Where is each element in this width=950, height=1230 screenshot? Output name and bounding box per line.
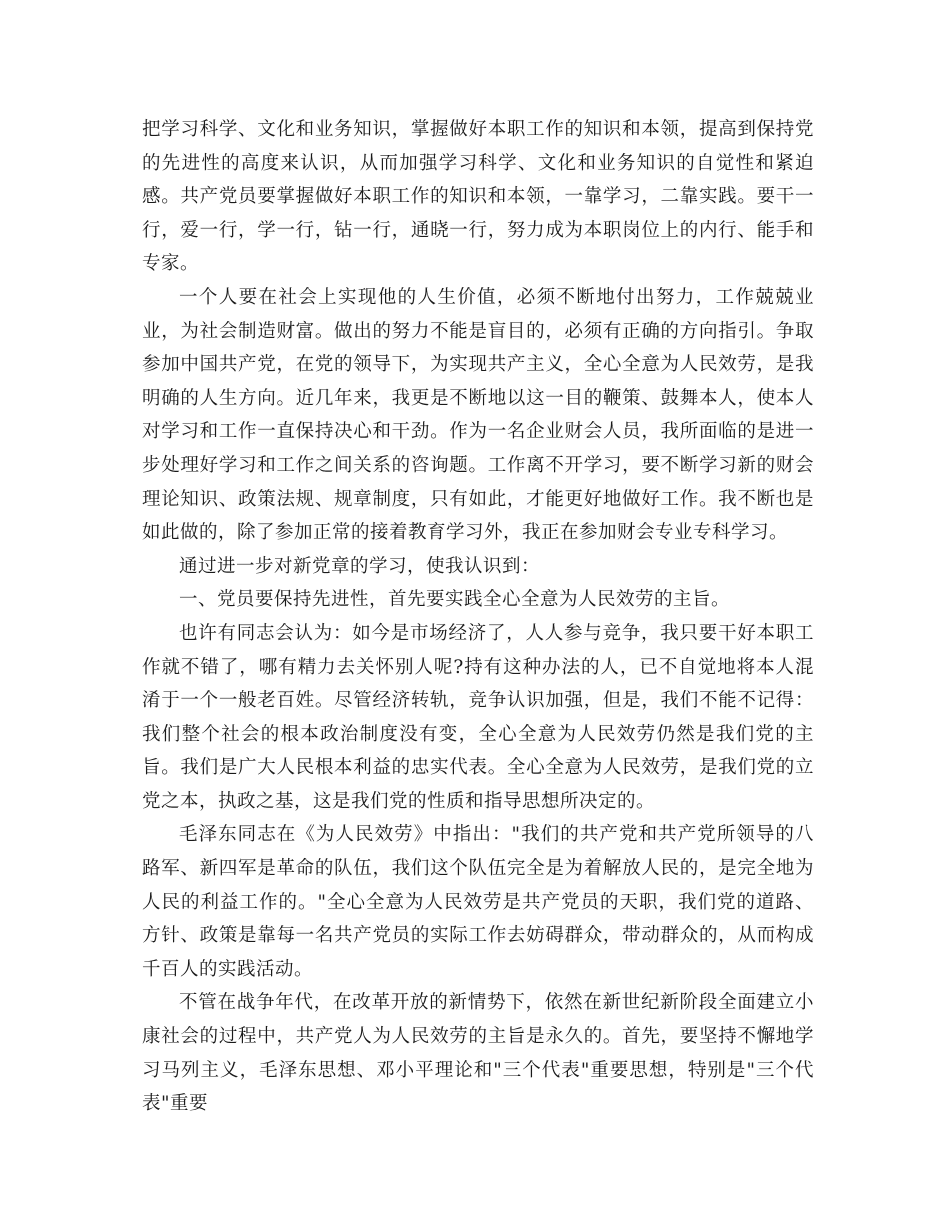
paragraph-6: 毛泽东同志在《为人民效劳》中指出："我们的共产党和共产党所领导的八路军、新四军是革命的队伍，我们这个队伍完全是为着解放人民的，是完全地为人民的利益工作的。"全心全意为人民效劳是共产党员的天职，我们党的道路、方针、政策是靠每一名共产党员的实际工作去妨碍群众，带动群众的，从而构成千百人的实践活动。: [142, 824, 814, 980]
paragraph-4: 一、党员要保持先进性，首先要实践全心全意为人民效劳的主旨。: [179, 589, 731, 611]
paragraph-3: 通过进一步对新党章的学习，使我认识到：: [179, 555, 541, 577]
paragraph-7: 不管在战争年代，在改革开放的新情势下，依然在新世纪新阶段全面建立小康社会的过程中，共产党人为人民效劳的主旨是永久的。首先，要坚持不懈地学习马列主义，毛泽东思想、邓小平理论和"三个代表"重要思想，特别是"三个代表"重要: [142, 992, 814, 1115]
paragraph-5: 也许有同志会认为：如今是市场经济了，人人参与竞争，我只要干好本职工作就不错了，哪有精力去关怀别人呢?持有这种办法的人，已不自觉地将本人混淆于一个一般老百姓。尽管经济转轨，竞争认识加强，但是，我们不能不记得：我们整个社会的根本政治制度没有变，全心全意为人民效劳仍然是我们党的主旨。我们是广大人民根本利益的忠实代表。全心全意为人民效劳，是我们党的立党之本，执政之基，这是我们党的性质和指导思想所决定的。: [142, 622, 814, 812]
document-body: [142, 113, 814, 1121]
paragraph-1: 把学习科学、文化和业务知识，掌握做好本职工作的知识和本领，提高到保持党的先进性的高度来认识，从而加强学习科学、文化和业务知识的自觉性和紧迫感。共产党员要掌握做好本职工作的知识和本领，一靠学习，二靠实践。要干一行，爱一行，学一行，钻一行，通晓一行，努力成为本职岗位上的内行、能手和专家。: [142, 119, 814, 275]
paragraph-2: 一个人要在社会上实现他的人生价值，必须不断地付出努力，工作兢兢业业，为社会制造财富。做出的努力不能是盲目的，必须有正确的方向指引。争取参加中国共产党，在党的领导下，为实现共产主义，全心全意为人民效劳，是我明确的人生方向。近几年来，我更是不断地以这一目的鞭策、鼓舞本人，使本人对学习和工作一直保持决心和干劲。作为一名企业财会人员，我所面临的是进一步处理好学习和工作之间关系的咨询题。工作离不开学习，要不断学习新的财会理论知识、政策法规、规章制度，只有如此，才能更好地做好工作。我不断也是如此做的，除了参加正常的接着教育学习外，我正在参加财会专业专科学习。: [142, 286, 814, 544]
